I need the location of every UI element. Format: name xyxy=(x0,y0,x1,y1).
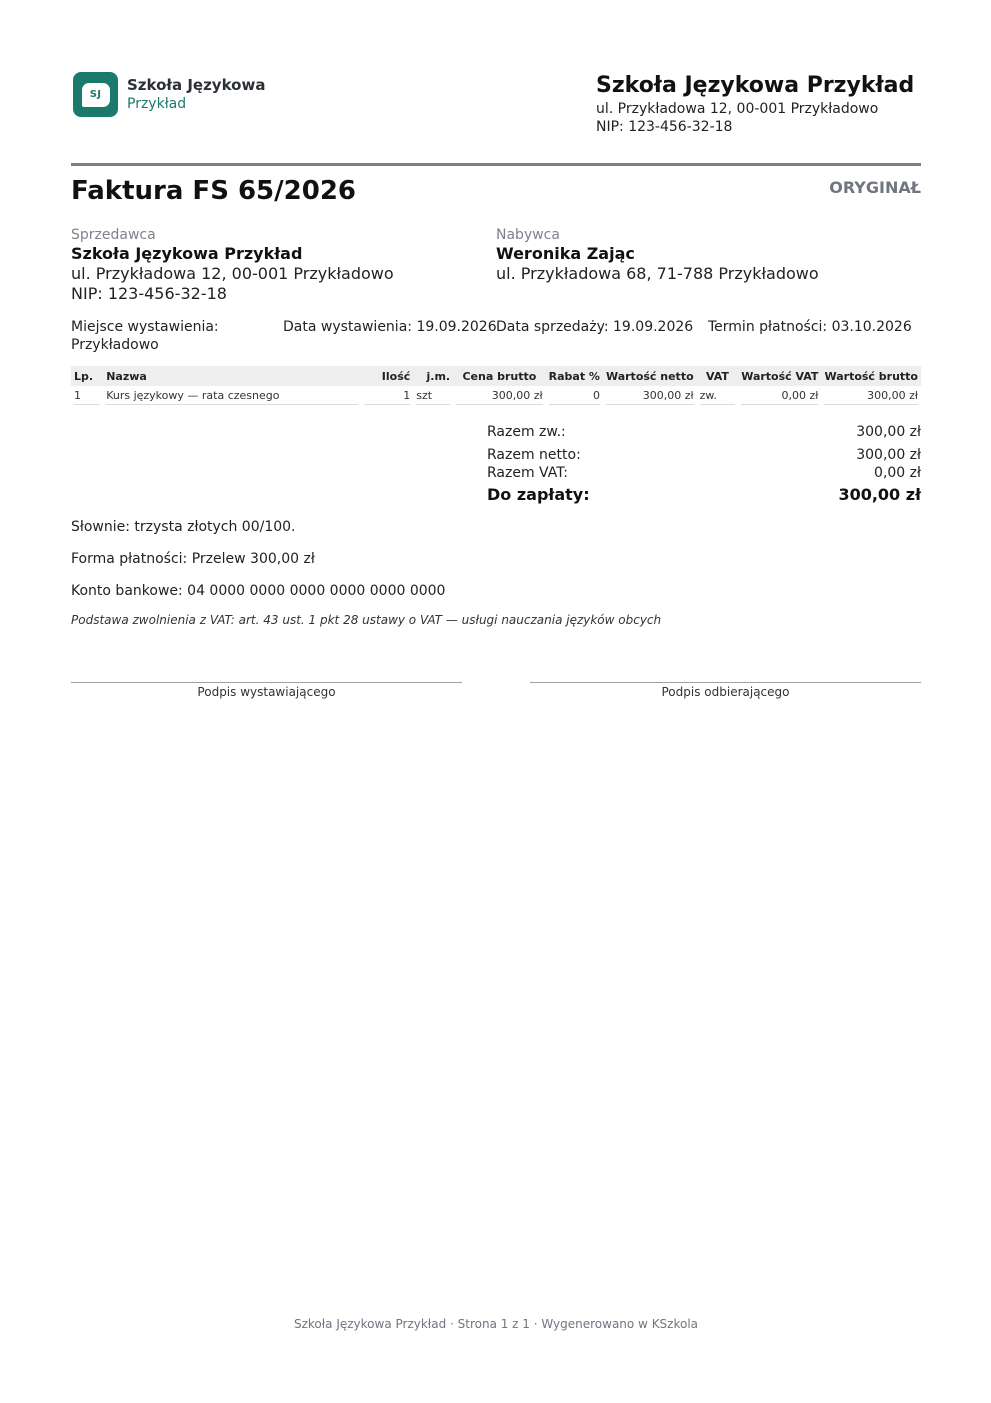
invoice-page xyxy=(71,0,921,1403)
sale-date: Data sprzedaży: 19.09.2026 xyxy=(496,319,694,335)
cell-gross-price: 300,00 zł xyxy=(456,387,543,405)
col-header-name: Nazwa xyxy=(103,366,361,386)
seller-label: Sprzedawca xyxy=(71,227,156,243)
col-header-net-value: Wartość netto xyxy=(603,366,697,386)
total-exempt-value: 300,00 zł xyxy=(856,424,921,440)
cell-net-value: 300,00 zł xyxy=(606,387,694,405)
buyer-block xyxy=(496,226,819,284)
amount-in-words: Słownie: trzysta złotych 00/100. xyxy=(71,519,296,535)
issue-place xyxy=(71,318,219,354)
total-vat-row xyxy=(487,464,921,482)
logo-badge xyxy=(73,72,118,117)
seller-nip: NIP: 123-456-32-18 xyxy=(71,284,227,303)
total-net-row xyxy=(487,446,921,464)
total-net-label: Razem netto: xyxy=(487,447,581,463)
col-header-lp: Lp. xyxy=(71,366,103,386)
bank-account: Konto bankowe: 04 0000 0000 0000 0000 0000 0000 xyxy=(71,583,446,599)
cell-unit: szt xyxy=(416,387,450,405)
logo-text xyxy=(127,76,265,114)
cell-discount: 0 xyxy=(549,387,600,405)
seller-block xyxy=(71,226,394,304)
logo-initials: SJ xyxy=(89,89,102,100)
due-date: Termin płatności: 03.10.2026 xyxy=(708,319,912,335)
school-logo xyxy=(73,72,265,117)
total-vat-value: 0,00 zł xyxy=(874,465,921,481)
speech-bubble-icon xyxy=(82,83,110,107)
seller-address: ul. Przykładowa 12, 00-001 Przykładowo xyxy=(71,264,394,283)
payment-method: Forma płatności: Przelew 300,00 zł xyxy=(71,551,315,567)
company-address: ul. Przykładowa 12, 00-001 Przykładowo xyxy=(596,101,879,117)
page-footer: Szkoła Językowa Przykład · Strona 1 z 1 · Wygenerowano w KSzkola xyxy=(293,1317,699,1331)
invoice-title: Faktura FS 65/2026 xyxy=(71,176,357,206)
totals-block xyxy=(487,422,921,508)
items-table xyxy=(71,366,921,406)
total-due-value: 300,00 zł xyxy=(838,485,921,504)
logo-line-2: Przykład xyxy=(127,95,187,112)
col-header-vat-value: Wartość VAT xyxy=(738,366,821,386)
col-header-unit: j.m. xyxy=(413,366,453,386)
receiver-signature xyxy=(530,682,921,699)
col-header-qty: Ilość xyxy=(361,366,413,386)
col-header-vat: VAT xyxy=(697,366,739,386)
buyer-label: Nabywca xyxy=(496,227,560,243)
col-header-gross-price: Cena brutto xyxy=(453,366,546,386)
total-exempt-label: Razem zw.: xyxy=(487,424,566,440)
company-name: Szkoła Językowa Przykład xyxy=(596,73,915,98)
buyer-address: ul. Przykładowa 68, 71-788 Przykładowo xyxy=(496,264,819,283)
cell-lp: 1 xyxy=(74,387,100,405)
total-exempt-row xyxy=(487,422,921,442)
cell-vat-value: 0,00 zł xyxy=(741,387,818,405)
table-header-row xyxy=(71,366,921,386)
col-header-discount: Rabat % xyxy=(546,366,603,386)
total-due-label: Do zapłaty: xyxy=(487,485,590,504)
seller-name: Szkoła Językowa Przykład xyxy=(71,244,303,263)
company-header xyxy=(596,72,914,136)
receiver-signature-label: Podpis odbierającego xyxy=(661,685,790,699)
issuer-signature xyxy=(71,682,462,699)
issue-place-label: Miejsce wystawienia: xyxy=(71,319,219,335)
header-divider xyxy=(71,163,921,166)
buyer-name: Weronika Zając xyxy=(496,244,635,263)
copy-label: ORYGINAŁ xyxy=(829,178,921,197)
company-nip: NIP: 123-456-32-18 xyxy=(596,119,733,135)
vat-exemption-note: Podstawa zwolnienia z VAT: art. 43 ust. 1 pkt 28 ustawy o VAT — usługi nauczania języków obcych xyxy=(71,613,662,627)
total-vat-label: Razem VAT: xyxy=(487,465,568,481)
issue-date: Data wystawienia: 19.09.2026 xyxy=(283,319,497,335)
cell-name: Kurs językowy — rata czesnego xyxy=(106,387,358,405)
table-row xyxy=(71,386,921,406)
total-net-value: 300,00 zł xyxy=(856,447,921,463)
issuer-signature-label: Podpis wystawiającego xyxy=(197,685,336,699)
col-header-gross-value: Wartość brutto xyxy=(821,366,921,386)
cell-gross-value: 300,00 zł xyxy=(824,387,918,405)
issue-place-value: Przykładowo xyxy=(71,337,159,353)
cell-qty: 1 xyxy=(364,387,410,405)
logo-line-1: Szkoła Językowa xyxy=(127,75,266,94)
total-due-row xyxy=(487,482,921,508)
cell-vat: zw. xyxy=(700,387,736,405)
